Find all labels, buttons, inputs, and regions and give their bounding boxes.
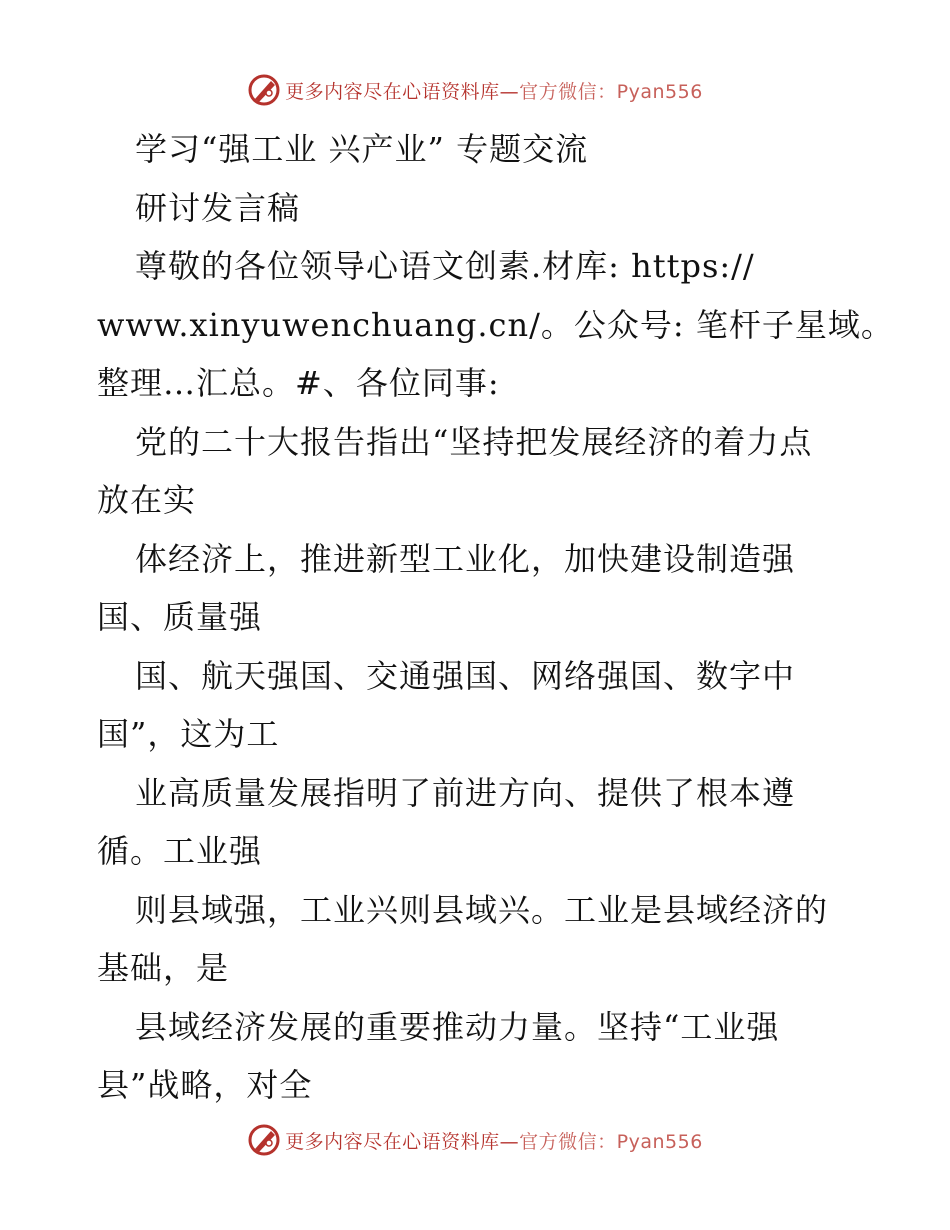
doc-line: 基础，是 (97, 949, 230, 987)
header-banner-wechat: 官方微信：Pyan556 (519, 80, 703, 103)
footer-banner-main: 更多内容尽在心语资料库— (285, 1130, 520, 1153)
document-body (97, 120, 894, 1115)
doc-line: 国”，这为工 (97, 715, 280, 753)
doc-line: 县域经济发展的重要推动力量。坚持“工业强 (135, 1007, 780, 1046)
footer-banner-text (285, 1127, 703, 1154)
doc-line: 放在实 (97, 481, 197, 519)
header-banner-text (285, 77, 703, 104)
header-banner-main: 更多内容尽在心语资料库— (285, 80, 520, 103)
doc-line: www.xinyuwenchuang.cn/。公众号: 笔杆子星域。 (97, 305, 894, 344)
doc-title-line-2: 研讨发言稿 (135, 188, 301, 227)
pen-logo-icon (247, 73, 281, 107)
doc-line: 国、质量强 (97, 598, 263, 636)
doc-line: 循。工业强 (97, 832, 263, 870)
doc-line: 整理…汇总。#、各位同事: (97, 364, 500, 402)
doc-line: 体经济上，推进新型工业化，加快建设制造强 (135, 539, 796, 578)
doc-line: 县”战略，对全 (97, 1066, 313, 1104)
footer-watermark-banner (0, 1120, 950, 1160)
doc-line: 国、航天强国、交通强国、网络强国、数字中 (135, 656, 796, 695)
doc-line: 则县域强，工业兴则县域兴。工业是县域经济的 (135, 890, 829, 929)
doc-line: 业高质量发展指明了前进方向、提供了根本遵 (135, 773, 796, 812)
pen-logo-icon (247, 1123, 281, 1157)
doc-line: 党的二十大报告指出“坚持把发展经济的着力点 (135, 422, 813, 461)
footer-banner-wechat: 官方微信：Pyan556 (519, 1130, 703, 1153)
doc-title-line-1: 学习“强工业 兴产业” 专题交流 (135, 130, 589, 168)
doc-line: 尊敬的各位领导心语文创素.材库: https:// (135, 247, 755, 285)
header-watermark-banner (0, 70, 950, 110)
